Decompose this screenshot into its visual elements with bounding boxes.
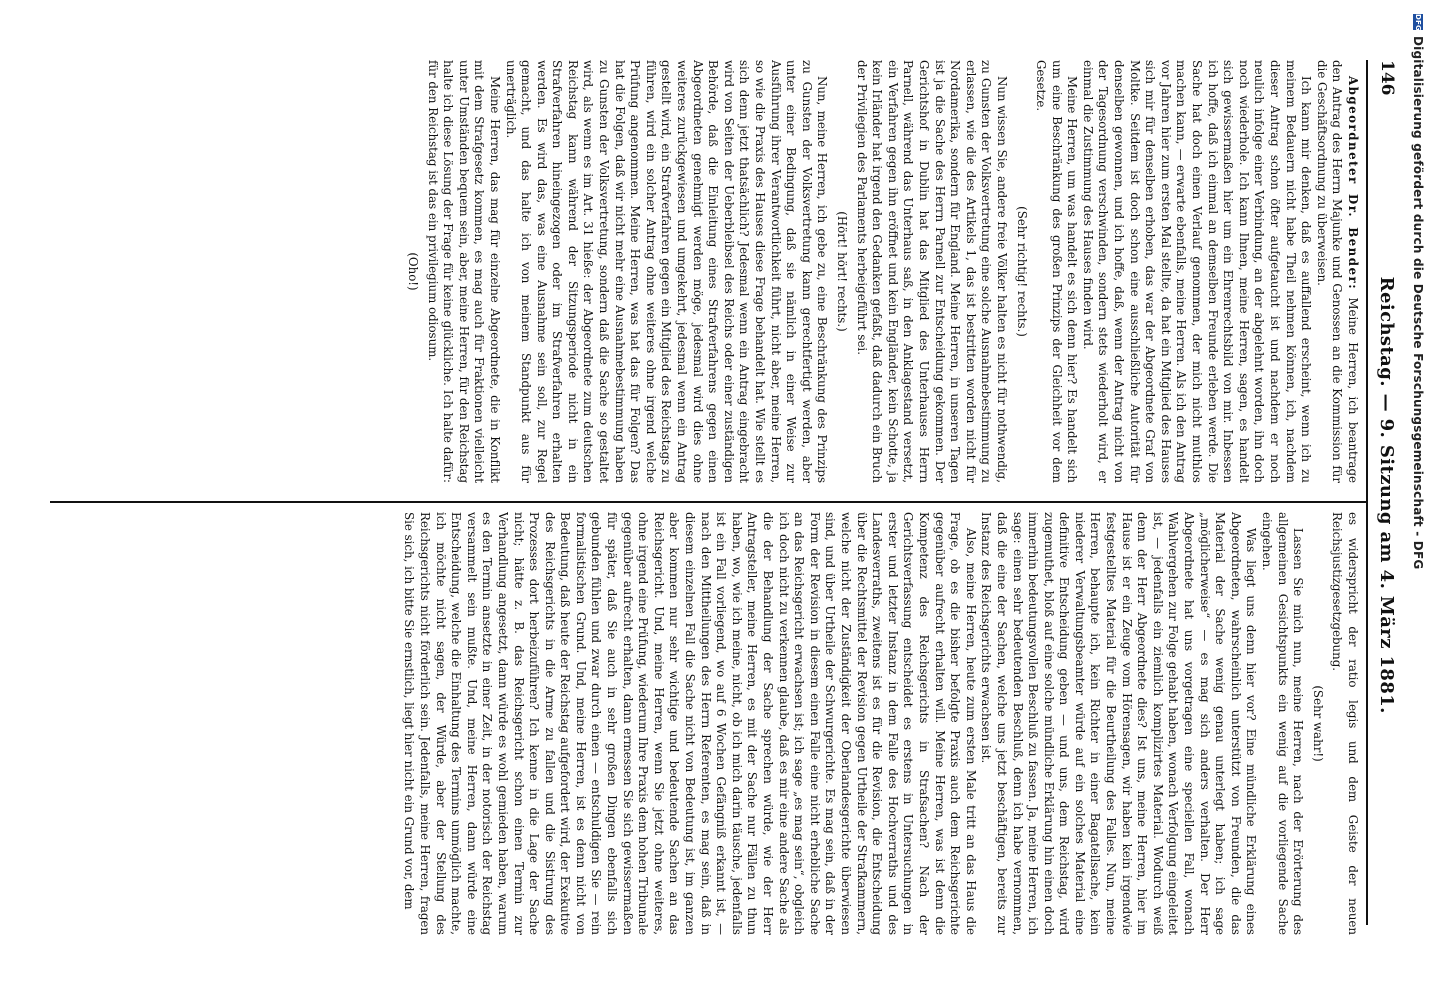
left-interjection-3: (Oho!) [405, 252, 420, 291]
speaker-name: Abgeordneter Dr. Bender: [1346, 76, 1360, 291]
right-paragraph-3: Was liegt uns denn hier vor? Eine mündliche Erklärung eines Abgeordneten, wahrscheinlich unterstützt von Freunden, die das Material der Sache wenig genau unterlegt haben; ich sage „möglicherweise“ — es mag sich anders verhalten. Der Herr Abgeordnete hat uns vorgetragen eine speciellen Fall, wonach Wahlvergehen zur Folge gehabt haben, wonach Verfolgung eingeleitet ist, — jedenfalls ein ziemlich komplizirtes Material. Wodurch weiß denn der Herr Abgeordnete dies? Ist uns, meine Herren, hier im Hause ist er ein Zeuge vom Hörensagen, wir haben kein irgendwie festgestelltes Material für die Beurtheilung des Falles. Nun, meine Herren, behaupte ich, kein Richter in einer Bagatellsache, kein niederer Verwaltungsbeamter würde auf ein solches Material eine definitive Entscheidung geben — und uns, dem Reichstag, wird zugemuthet, bloß auf eine solche mündliche Erklärung hin einen doch immerhin bedeutungsvollen Beschluß zu fassen. Ja, meine Herren, ich sage: einen sehr bedeutenden Beschluß, denn ich habe vernommen, daß die eine der Sachen, welche uns jetzt beschäftigen, bereits zur Instanz des Reichsgerichts erwachsen ist. [979, 512, 1259, 935]
page-number: 146 [1377, 60, 1397, 96]
dfg-logo-icon: DFG [1414, 14, 1422, 31]
header-rule [1366, 60, 1368, 925]
left-paragraph-1 [1313, 60, 1360, 483]
right-paragraph-4: Also, meine Herren, heute zum ersten Male tritt an das Haus die Frage, ob es die bisher befolgte Praxis auch dem Reichsgerichte gegenüber aufrecht erhalten will. Meine Herren, was ist denn die Kompetenz des Reichsgerichts in Strafsachen? Nach der Gerichtsverfassung entscheidet es erstens in Untersuchungen in erster und letzter Instanz in dem Falle des Hochverraths und des Landesverraths, zweitens ist es für die Revision, die Entscheidung über die Rechtsmittel der Revision gegen Urtheile der Strafkammern, welche nicht der Zuständigkeit der Oberlandesgerichte überwiesen sind, und über Urtheile der Schwurgerichte. Es mag sein, daß in der Form der Revision in diesem einen Falle eine nicht erhebliche Sache an das Reichsgericht erwachsen ist; ich sage „es mag sein“, obgleich ich doch nicht zu verkennen glaube, daß es mir eine andere Sache als die der Behandlung der Sache sprechen würde, wie der Herr Antragsteller, meine Herren, es mit der Sache nur Fällen zu thun haben, wo, wie ich meine, nicht, ob ich mich darin täusche, jedenfalls ist ein Fall vorliegend, wo auf 6 Wochen Gefängniß erkannt ist, — nach den Mittheilungen des Herrn Referenten, es mag sein, daß in diesem einzelnen Fall die Sache nicht von Bedeutung ist, im ganzen aber kommen nur sehr wichtige und bedeutende Sachen an das Reichsgericht. Und, meine Herren, wenn Sie jetzt ohne weiteres, ohne irgend eine Prüfung, wiederum Ihre Praxis dem hohen Tribunale gegenüber aufrecht erhalten, dann ermessen Sie sich gewissermaßen für später, daß Sie auch in sehr großen Dingen ebenfalls sich gebunden fühlen und zwar durch einen — entschuldigen Sie — rein formalistischen Grund. Und, meine Herren, ist es denn nicht von Bedeutung, daß heute der Reichstag aufgefordert wird, der Exekutive des Reichsgerichts in die Arme zu fallen und die Sistirung des Prozesses dort herbeizuführen? Ich kenne in die Lage der Sache nicht; hätte z. B. das Reichsgericht schon einen Termin zur Verhandlung angesetzt, dann würde es wohl gemieden haben, warum es den Termin ansetzte in einer Zeit, in der notorisch der Reichstag versammelt sein mußte. Und, meine Herren, dann würde eine Entscheidung, welche die Einhaltung des Termins unmöglich machte, ich möchte nicht sagen, der Würde, aber der Stellung des Reichsgerichts nicht förderlich sein. Jedenfalls, meine Herren, fragen Sie sich, ich bitte Sie ernstlich, liegt hier nicht ein Grund vor, dem [402, 512, 978, 935]
left-paragraph-2: Ich kann mir denken, daß es auffallend erscheint, wenn ich zu meinem Bedauern nicht habe Theil nehmen können, ich, nachdem dieser Antrag schon öfter aufgetaucht ist und nachdem er noch neulich infolge einer Verbindung, an der abgelehnt worden, ihn doch noch wiederhole. Ich kann Ihnen, meine Herren, sagen, es handelt sich gewissermaßen hier um ein Ehrenrechtsbild von mir. Inbessen ich hoffe, daß ich einmal an demselben Freunde erleben werde. Die Sache hat doch einen Verlauf genommen, der mich nicht muthlos machen kann, — erwarte ebenfalls, meine Herren. Als ich den Antrag vor Jahren hier zum ersten Mal stellte, da hat ein Mitglied des Hauses sich mir für denselben erhoben, das war der Abgeordnete Graf von Moltke. Seitdem ist doch schon eine ausschließliche Autorität für denselben gewonnen, und ich hoffe, daß, wenn der Antrag nicht von der Tagesordnung verschwinden, sondern stets wiederholt wird, er einmal die Zustimmung des Hauses finden wird. [1080, 60, 1314, 483]
digitization-credit-text: Digitalisierung gefördert durch die Deutsche Forschungsgemeinschaft - DFG [1411, 36, 1425, 570]
page-title: Reichstag. — 9. Sitzung am 4. März 1881. [1376, 276, 1398, 714]
right-column [40, 512, 1360, 935]
right-paragraph-1: es widerspricht der ratio legis und dem Geiste der neuen Reichsjustizgesetzgebung. [1330, 512, 1360, 935]
left-paragraph-1-text: Meine Herren, ich beantrage den Antrag des Herrn Majunke und Genossen an die Kommission für die Geschäftsordnung zu überweisen. [1314, 60, 1360, 483]
left-column [40, 60, 1360, 483]
left-paragraph-6: Meine Herren, das mag für einzelne Abgeordnete, die in Konflikt mit dem Strafgesetz kommen, es mag auch für Fraktionen vielleicht unter Umständen bequem sein, aber, meine Herren, für den Reichstag halte ich diese Lösung der Frage für keine glückliche. Ich halte dafür: für den Reichstag ist das ein privilegium odiosum. [425, 60, 502, 483]
left-paragraph-5: Nun, meine Herren, ich gebe zu, eine Beschränkung des Prinzips zu Gunsten der Volksvertretung kann gerechtfertigt werden, aber unter einer Bedingung, daß sie nämlich in einer Weise zur Ausführung ihrer Verantwortlichkeit führt, nicht aber, meine Herren, so wie die Praxis des Hauses diese Frage behandelt hat. Wie stellt es sich denn jetzt thatsächlich? Jedesmal wenn ein Antrag eingebracht wird von Seiten der Ueberbleibsel des Reichs oder einer zuständigen Behörde, daß die Einleitung eines Strafverfahrens gegen einen Abgeordneten genehmigt werden möge, jedesmal wird dies ohne weiteres zurückgewiesen und umgekehrt, jedesmal wenn ein Antrag gestellt wird, ein Strafverfahren gegen ein Mitglied des Reichstags zu führen, wird ein solcher Antrag ohne weiteres ohne irgend welche Prüfung angenommen. Meine Herren, was hat das für Folgen? Das hat die Folgen, daß wir nicht mehr eine Ausnahmebestimmung haben zu Gunsten der Volksvertretung, sondern daß die Sache so gestaltet wird, als wenn es im Art. 31 hieße: der Abgeordnete zum deutschen Reichstag kann während der Sitzungsperiode nicht in ein Strafverfahren hineingezogen oder im Strafverfahren erhalten werden. Es wird das, was eine Ausnahme sein soll, zur Regel gemacht, und das halte ich von meinem Standpunkt aus für unerträglich. [503, 60, 830, 483]
left-interjection-1: (Sehr richtig! rechts.) [1014, 206, 1029, 337]
left-interjection-2: (Hört! hört! rechts.) [835, 211, 849, 332]
left-paragraph-4: Nun wissen Sie, andere freie Völker halten es nicht für nothwendig, zu Gunsten der Volksvertretung eine solche Ausnahmebestimmung zu erlassen, wie die des Artikels 1, das ist bestritten worden nicht für Nordamerika, sondern für England. Meine Herren, in unseren Tagen ist ja die Sache des Herrn Parnell zur Entscheidung gekommen. Der Gerichtshof in Dublin hat das Mitglied des Unterhauses Herrn Parnell, während das Unterhaus saß, in den Anklagestand versetzt, ein Verfahren gegen ihn eröffnet und kein Engländer, kein Schotte, ja kein Irländer hat irgend den Gedanken gefaßt, daß dadurch ein Bruch der Privilegien des Parlaments herbeigeführt sei. [854, 60, 1009, 483]
page-header [1372, 60, 1402, 925]
digitization-credit [1404, 0, 1432, 1000]
right-paragraph-2: Lassen Sie mich nun, meine Herren, nach der Erörterung des allgemeinen Gesichtspunkts ein wenig auf die vorliegende Sache eingehen. [1260, 512, 1306, 935]
column-divider [50, 501, 1366, 503]
right-interjection-1: (Sehr wahr!) [1310, 685, 1325, 762]
left-paragraph-3: Meine Herren, um was handelt es sich denn hier? Es handelt sich um eine Beschränkung des großen Prinzips der Gleichheit vor dem Gesetze. [1034, 60, 1080, 483]
